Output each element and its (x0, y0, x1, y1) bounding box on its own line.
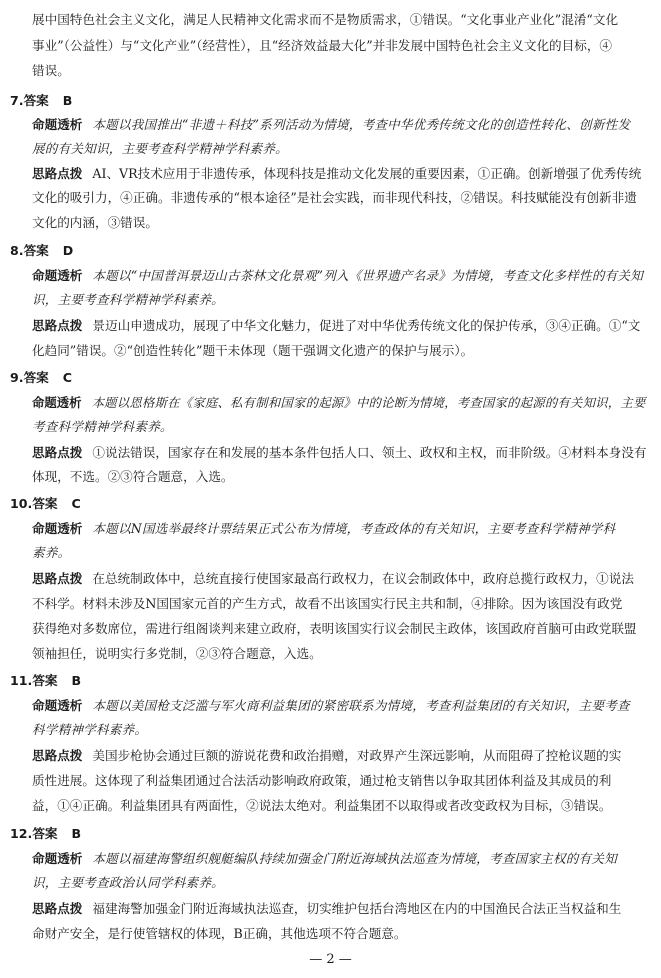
answer-value: B (71, 826, 82, 841)
question-8-hint (32, 318, 640, 334)
question-number: 8. (10, 243, 24, 258)
analysis-label: 命题透析 (32, 268, 83, 283)
question-7-analysis-cont: 展的有关知识，主要考查科学精神学科素养。 (32, 141, 288, 156)
hint-label: 思路点拨 (32, 571, 83, 586)
question-8-analysis (32, 268, 643, 284)
answer-value: B (71, 673, 82, 688)
question-10-analysis-cont: 素养。 (32, 545, 71, 560)
analysis-text: 本题以我国推出“非遗＋科技”系列活动为情境，考查中华优秀传统文化的创造性转化、创新性发 (92, 117, 631, 132)
hint-label: 思路点拨 (32, 445, 83, 460)
analysis-label: 命题透析 (32, 395, 82, 410)
intro-line-1: 展中国特色社会主义文化，满足人民精神文化需求而不是物质需求，①错误。“文化事业产业化”混淆“文化 (32, 12, 619, 27)
analysis-text: 本题以“中国普洱景迈山古茶林文化景观”列入《世界遗产名录》为情境，考查文化多样性的有关知 (92, 268, 643, 283)
question-10-header (10, 496, 81, 512)
question-10-hint-cont-2: 获得绝对多数席位，需进行组阁谈判来建立政府，表明该国实行议会制民主政体，该国政府首脑可由政党联盟 (32, 621, 637, 636)
question-12-hint (32, 901, 621, 917)
answer-value: C (62, 370, 72, 385)
question-9-header (10, 370, 72, 386)
question-number: 9. (10, 370, 24, 385)
answer-label: 答案 (23, 243, 49, 258)
intro-line-2: 事业”（公益性）与“文化产业”（经营性），且“经济效益最大化”并非发展中国特色社会主义文化的目标，④ (32, 38, 613, 53)
answer-label: 答案 (32, 826, 58, 841)
question-11-analysis-cont: 科学精神学科素养。 (32, 722, 148, 737)
question-11-hint-cont-1: 质性进展。这体现了利益集团通过合法活动影响政府政策，通过枪支销售以争取其团体利益及其成员的利 (32, 773, 612, 788)
question-12-header (10, 826, 81, 842)
question-11-hint (32, 748, 621, 764)
question-10-hint-cont-1: 不科学。材料未涉及N国国家元首的产生方式，故看不出该国实行民主共和制，④排除。因为该国没有政党 (32, 596, 623, 611)
answer-value: C (71, 496, 81, 511)
analysis-label: 命题透析 (32, 521, 83, 536)
analysis-text: 本题以N国选举最终计票结果正式公布为情境，考查政体的有关知识，主要考查科学精神学科 (92, 521, 616, 536)
question-7-header (10, 93, 72, 109)
answer-value: D (62, 243, 74, 258)
question-10-analysis (32, 521, 615, 537)
hint-text: ①说法错误，国家存在和发展的基本条件包括人口、领土、政权和主权，而非阶级。④材料本身没有 (92, 445, 647, 460)
question-10-hint-cont-3: 领袖担任，说明实行多党制，②③符合题意，入选。 (32, 646, 322, 661)
hint-label: 思路点拨 (32, 748, 83, 763)
answer-label: 答案 (32, 496, 58, 511)
answer-value: B (62, 93, 73, 108)
intro-line-3: 错误。 (32, 63, 70, 78)
answer-label: 答案 (23, 370, 49, 385)
answer-label: 答案 (32, 673, 58, 688)
question-7-hint (32, 166, 641, 182)
question-11-header (10, 673, 81, 689)
page-number: — 2 — (309, 952, 352, 967)
question-9-analysis (32, 395, 646, 411)
question-9-hint-cont: 体现，不选。②③符合题意，入选。 (32, 469, 234, 484)
question-7-analysis (32, 117, 630, 133)
question-12-analysis-cont: 识，主要考查政治认同学科素养。 (32, 875, 224, 890)
question-8-hint-cont: 化趋同”错误。②“创造性转化”题干未体现（题干强调文化遗产的保护与展示）。 (32, 343, 474, 358)
hint-label: 思路点拨 (32, 901, 83, 916)
hint-text: 美国步枪协会通过巨额的游说花费和政治捐赠，对政界产生深远影响，从而阻碍了控枪议题的实 (92, 748, 622, 763)
hint-label: 思路点拨 (32, 318, 83, 333)
question-9-analysis-cont: 考查科学精神学科素养。 (32, 419, 173, 434)
question-11-analysis (32, 698, 630, 714)
question-11-hint-cont-2: 益，①④正确。利益集团具有两面性，②说法太绝对。利益集团不以取得或者改变政权为目标，③错误。 (32, 798, 612, 813)
hint-text: 在总统制政体中，总统直接行使国家最高行政权力，在议会制政体中，政府总揽行政权力，①说法 (92, 571, 634, 586)
question-8-analysis-cont: 识，主要考查科学精神学科素养。 (32, 292, 224, 307)
hint-label: 思路点拨 (32, 166, 83, 181)
analysis-label: 命题透析 (32, 851, 83, 866)
question-7-hint-cont-2: 文化的内涵，③错误。 (32, 215, 158, 230)
question-number: 12. (10, 826, 33, 841)
hint-text: 福建海警加强金门附近海域执法巡查，切实维护包括台湾地区在内的中国渔民合法正当权益和生 (92, 901, 622, 916)
answer-label: 答案 (23, 93, 49, 108)
question-number: 11. (10, 673, 33, 688)
question-9-hint (32, 445, 647, 461)
analysis-label: 命题透析 (32, 698, 83, 713)
analysis-label: 命题透析 (32, 117, 83, 132)
hint-text: AI、VR技术应用于非遗传承，体现科技是推动文化发展的重要因素，①正确。创新增强了优秀传统 (92, 166, 642, 181)
question-12-analysis (32, 851, 617, 867)
question-12-hint-cont: 命财产安全，是行使管辖权的体现，B正确，其他选项不符合题意。 (32, 926, 407, 941)
analysis-text: 本题以福建海警组织舰艇编队持续加强金门附近海域执法巡查为情境，考查国家主权的有关知 (92, 851, 617, 866)
question-number: 10. (10, 496, 33, 511)
hint-text: 景迈山申遗成功，展现了中华文化魅力，促进了对中华优秀传统文化的保护传承，③④正确。①“文 (92, 318, 641, 333)
analysis-text: 本题以美国枪支泛滥与军火商利益集团的紧密联系为情境，考查利益集团的有关知识，主要考查 (92, 698, 630, 713)
question-8-header (10, 243, 73, 259)
question-7-hint-cont-1: 文化的吸引力，④正确。非遗传承的“根本途径”是社会实践，而非现代科技，②错误。科技赋能没有创新非遗 (32, 190, 637, 205)
question-number: 7. (10, 93, 24, 108)
question-10-hint (32, 571, 634, 587)
analysis-text: 本题以恩格斯在《家庭、私有制和国家的起源》中的论断为情境，考查国家的起源的有关知识，主要 (91, 395, 646, 410)
